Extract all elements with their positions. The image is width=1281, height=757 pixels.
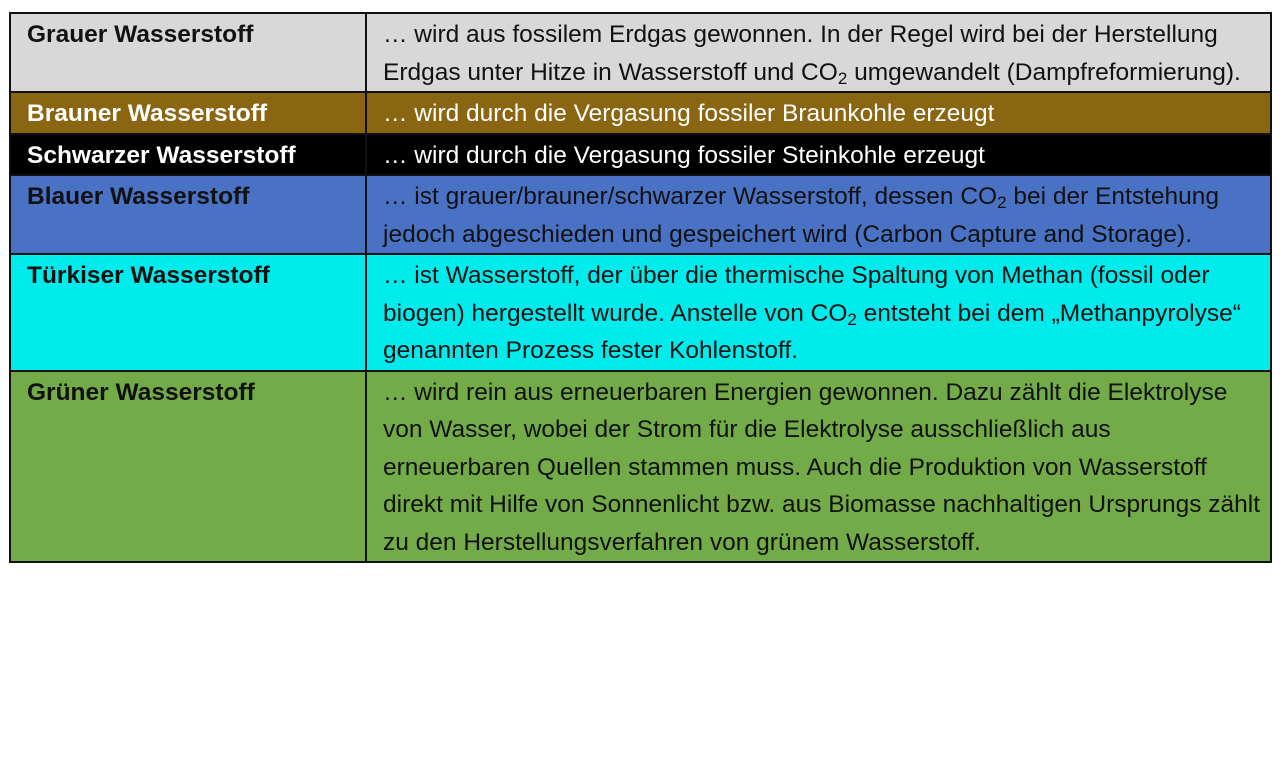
hydrogen-type-description <box>366 92 1271 134</box>
hydrogen-type-description <box>366 13 1271 92</box>
hydrogen-type-description <box>366 254 1271 371</box>
hydrogen-type-description <box>366 175 1271 254</box>
hydrogen-type-name: Türkiser Wasserstoff <box>10 254 366 371</box>
hydrogen-colors-table <box>9 12 1272 563</box>
hydrogen-type-name: Grauer Wasserstoff <box>10 13 366 92</box>
description-text-cont: entsteht bei dem „Methanpyrolyse“ genannten Prozess fester Kohlenstoff. <box>383 299 1241 364</box>
hydrogen-type-name: Brauner Wasserstoff <box>10 92 366 134</box>
description-text: … ist Wasserstoff, der über die thermische Spaltung von Methan (fossil oder biogen) hergestellt wurde. Anstelle von CO <box>383 262 1210 327</box>
table-row-black-hydrogen <box>10 134 1271 176</box>
table-row-green-hydrogen <box>10 371 1271 563</box>
table-row-turquoise-hydrogen <box>10 254 1271 371</box>
description-text-cont: bei der Entstehung jedoch abgeschieden und gespeichert wird (Carbon Capture and Storage). <box>383 183 1220 248</box>
description-text: … wird durch die Vergasung fossiler Braunkohle erzeugt <box>383 100 995 127</box>
description-text-cont: umgewandelt (Dampfreformierung). <box>847 58 1241 86</box>
hydrogen-type-name: Grüner Wasserstoff <box>10 371 366 563</box>
subscript: 2 <box>837 68 848 88</box>
table-row-brown-hydrogen <box>10 92 1271 134</box>
table-row-blue-hydrogen <box>10 175 1271 254</box>
subscript: 2 <box>847 309 857 329</box>
hydrogen-type-name: Schwarzer Wasserstoff <box>10 134 366 176</box>
description-text: … wird rein aus erneuerbaren Energien gewonnen. Dazu zählt die Elektrolyse von Wasser, wobei der Strom für die Elektrolyse ausschließlich aus erneuerbaren Quellen stammen muss. Auch die Produktion von Wasserstoff direkt mit Hilfe von Sonnenlicht bzw. aus Biomasse nachhaltigen Ursprungs zählt zu den Herstellungsverfahren von grünem Wasserstoff. <box>383 378 1260 556</box>
description-text: … ist grauer/brauner/schwarzer Wasserstoff, dessen CO <box>383 183 998 210</box>
description-text: … wird durch die Vergasung fossiler Steinkohle erzeugt <box>383 141 985 169</box>
description-text: … wird aus fossilem Erdgas gewonnen. In der Regel wird bei der Herstellung Erdgas unter Hitze in Wasserstoff und CO <box>383 21 1218 86</box>
hydrogen-type-description <box>366 134 1271 176</box>
subscript: 2 <box>997 193 1007 212</box>
table-row-grey-hydrogen <box>10 13 1271 92</box>
hydrogen-type-description <box>366 371 1271 563</box>
hydrogen-type-name: Blauer Wasserstoff <box>10 175 366 254</box>
